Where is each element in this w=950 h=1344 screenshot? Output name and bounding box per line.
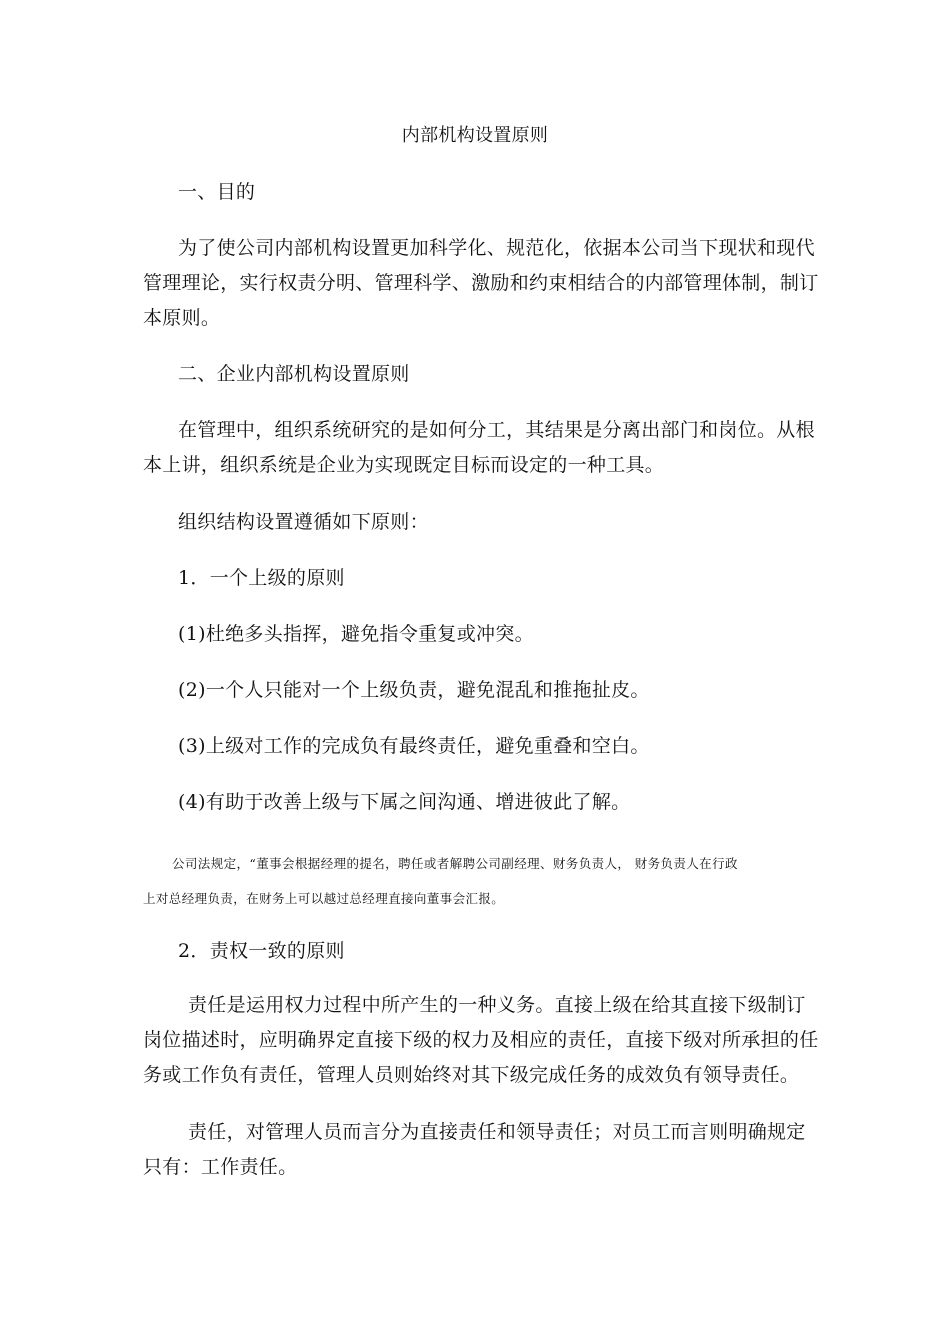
note-line: 公司法规定，“董事会根据经理的提名，聘任或者解聘公司副经理、财务负责人， 财务负责人在行政 [172,856,738,871]
note-line: 上对总经理负责，在财务上可以越过总经理直接向董事会汇报。 [143,891,505,906]
principle-heading: 1．一个上级的原则 [178,567,345,589]
paragraph-line: 为了使公司内部机构设置更加科学化、规范化，依据本公司当下现状和现代 [178,237,815,259]
paragraph-line: 岗位描述时，应明确界定直接下级的权力及相应的责任，直接下级对所承担的任 [143,1029,819,1051]
list-item: (1)杜绝多头指挥，避免指令重复或冲突。 [178,623,534,645]
section-heading-principles: 二、企业内部机构设置原则 [178,363,410,385]
paragraph-line: 本原则。 [143,307,221,329]
section-heading-purpose: 一、目的 [178,181,256,203]
paragraph-line: 在管理中，组织系统研究的是如何分工，其结果是分离出部门和岗位。从根 [178,419,815,441]
paragraph-line: 管理理论，实行权责分明、管理科学、激励和约束相结合的内部管理体制，制订 [143,272,819,294]
paragraph-line: 只有：工作责任。 [143,1156,298,1178]
paragraph-line: 责任，对管理人员而言分为直接责任和领导责任；对员工而言则明确规定 [188,1121,806,1143]
list-item: (4)有助于改善上级与下属之间沟通、增进彼此了解。 [178,791,631,813]
document-title: 内部机构设置原则 [401,125,549,146]
paragraph-line: 组织结构设置遵循如下原则： [178,511,429,533]
paragraph-line: 务或工作负有责任，管理人员则始终对其下级完成任务的成效负有领导责任。 [143,1064,800,1086]
list-item: (2)一个人只能对一个上级负责，避免混乱和推拖扯皮。 [178,679,650,701]
list-item: (3)上级对工作的完成负有最终责任，避免重叠和空白。 [178,735,650,757]
principle-heading: 2．责权一致的原则 [178,940,345,962]
paragraph-line: 本上讲，组织系统是企业为实现既定目标而设定的一种工具。 [143,454,665,476]
paragraph-line: 责任是运用权力过程中所产生的一种义务。直接上级在给其直接下级制订 [188,994,806,1016]
